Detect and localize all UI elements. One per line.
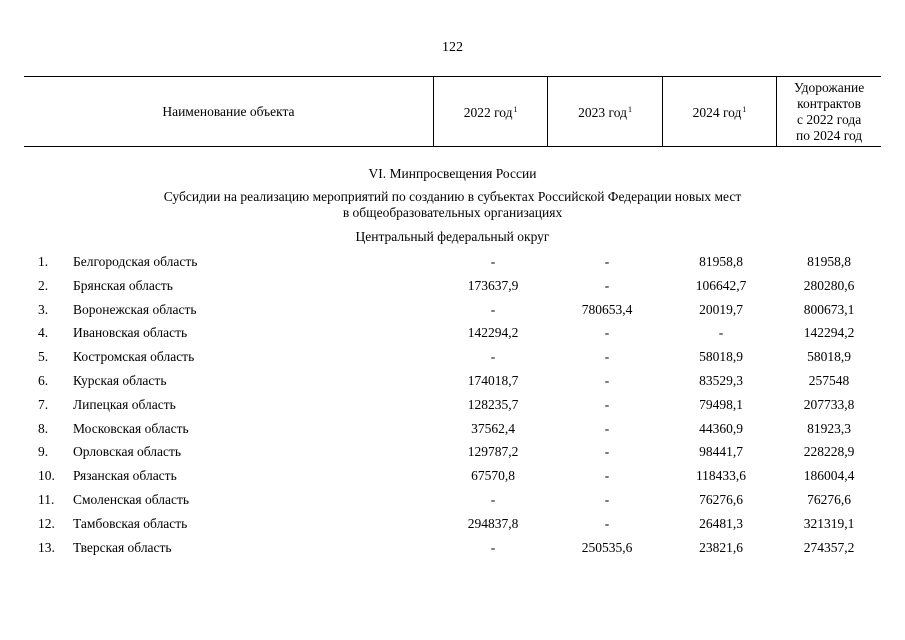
cell-2023: - — [604, 325, 610, 341]
cell-2022: - — [490, 349, 496, 365]
row-region-name: Костромская область — [73, 349, 195, 365]
cell-2022: 37562,4 — [471, 420, 515, 436]
row-region-name: Курская область — [73, 372, 167, 388]
row-number: 6. — [38, 372, 49, 388]
row-number: 2. — [38, 277, 49, 293]
column-header-increase-line: с 2022 года — [797, 111, 862, 127]
column-header-2024 — [662, 77, 776, 147]
column-header-increase-line: контрактов — [797, 95, 862, 111]
column-header-name-label: Наименование объекта — [162, 103, 295, 119]
row-number: 1. — [38, 254, 49, 269]
cell-2022: - — [490, 539, 496, 555]
cell-2024: 20019,7 — [699, 301, 743, 317]
column-header-name — [24, 77, 433, 147]
cell-increase: 257548 — [808, 372, 850, 388]
row-number: 8. — [38, 420, 49, 436]
subsection-title-line: в общеобразовательных организациях — [342, 205, 563, 220]
cell-2024: 44360,9 — [699, 420, 743, 436]
cell-increase: 142294,2 — [803, 325, 855, 341]
cell-2024: 81958,8 — [699, 254, 743, 269]
cell-increase: 207733,8 — [803, 396, 855, 412]
row-region-name: Брянская область — [73, 277, 173, 293]
footnote-mark: 1 — [627, 105, 632, 114]
cell-2022: 128235,7 — [467, 396, 519, 412]
footnote-mark: 1 — [742, 105, 747, 114]
column-header-2024-label: 2024 год — [692, 105, 742, 120]
cell-2022: 67570,8 — [471, 468, 515, 484]
cell-increase: 274357,2 — [803, 539, 855, 555]
row-region-name: Липецкая область — [73, 396, 176, 412]
table-row — [0, 538, 905, 562]
subsection-title-line: Субсидии на реализацию мероприятий по созданию в субъектах Российской Федерации новых мест — [163, 189, 742, 204]
row-number: 10. — [38, 468, 55, 484]
table-row — [0, 347, 905, 371]
row-region-name: Тамбовская область — [73, 515, 188, 531]
row-region-name: Белгородская область — [73, 254, 198, 269]
cell-2024: 26481,3 — [699, 515, 743, 531]
cell-2023: - — [604, 254, 610, 269]
row-region-name: Воронежская область — [73, 301, 197, 317]
row-number: 11. — [38, 491, 55, 507]
table-body — [0, 252, 905, 561]
row-number: 13. — [38, 539, 55, 555]
column-header-increase-line: Удорожание — [793, 79, 865, 95]
row-number: 12. — [38, 515, 55, 531]
column-header-2023-label: 2023 год — [578, 105, 627, 120]
row-number: 5. — [38, 349, 49, 365]
cell-2024: - — [718, 325, 724, 341]
row-number: 9. — [38, 444, 49, 460]
cell-2024: 98441,7 — [699, 444, 743, 460]
row-region-name: Орловская область — [73, 444, 182, 460]
cell-2024: 23821,6 — [699, 539, 743, 555]
row-number: 7. — [38, 396, 49, 412]
cell-increase: 81958,8 — [807, 254, 851, 269]
cell-2023: - — [604, 515, 610, 531]
cell-2022: 174018,7 — [467, 372, 519, 388]
cell-increase: 81923,3 — [807, 420, 851, 436]
cell-increase: 800673,1 — [803, 301, 855, 317]
cell-2022: 294837,8 — [467, 515, 519, 531]
row-region-name: Ивановская область — [73, 325, 188, 341]
cell-increase: 186004,4 — [803, 468, 855, 484]
section-title: VI. Минпросвещения России — [368, 166, 537, 181]
cell-2023: - — [604, 349, 610, 365]
column-header-2022 — [433, 77, 547, 147]
cell-increase: 58018,9 — [807, 349, 851, 365]
cell-2024: 106642,7 — [695, 277, 747, 293]
cell-2022: 142294,2 — [467, 325, 519, 341]
cell-2022: - — [490, 301, 496, 317]
row-region-name: Тверская область — [73, 539, 172, 555]
cell-2024: 76276,6 — [699, 491, 743, 507]
cell-increase: 321319,1 — [803, 515, 855, 531]
cell-2023: - — [604, 372, 610, 388]
table-row — [0, 395, 905, 419]
column-header-increase — [777, 77, 881, 147]
table-row — [0, 490, 905, 514]
row-number: 4. — [38, 325, 49, 341]
table-row — [0, 371, 905, 395]
table-row — [0, 276, 905, 300]
district-title: Центральный федеральный округ — [355, 229, 550, 244]
cell-2024: 58018,9 — [699, 349, 743, 365]
cell-2022: 129787,2 — [467, 444, 519, 460]
cell-2022: - — [490, 254, 496, 269]
cell-2024: 118433,6 — [695, 468, 747, 484]
cell-increase: 228228,9 — [803, 444, 855, 460]
table-header — [24, 76, 881, 147]
cell-2024: 83529,3 — [699, 372, 743, 388]
column-header-2023 — [548, 77, 662, 147]
cell-increase: 280280,6 — [803, 277, 855, 293]
cell-2023: - — [604, 396, 610, 412]
table-row — [0, 323, 905, 347]
row-number: 3. — [38, 301, 49, 317]
column-header-2022-label: 2022 год — [463, 105, 513, 120]
page-number: 122 — [442, 40, 463, 55]
row-region-name: Московская область — [73, 420, 189, 436]
cell-2023: - — [604, 491, 610, 507]
cell-2022: 173637,9 — [467, 277, 519, 293]
cell-2023: 250535,6 — [581, 539, 633, 555]
table-row — [0, 442, 905, 466]
cell-2024: 79498,1 — [699, 396, 743, 412]
table-row — [0, 514, 905, 538]
table-row — [0, 466, 905, 490]
cell-increase: 76276,6 — [807, 491, 851, 507]
cell-2023: - — [604, 420, 610, 436]
cell-2023: - — [604, 277, 610, 293]
row-region-name: Смоленская область — [73, 491, 190, 507]
row-region-name: Рязанская область — [73, 468, 177, 484]
table-row — [0, 419, 905, 443]
cell-2023: - — [604, 444, 610, 460]
column-header-increase-line: по 2024 год — [796, 127, 863, 143]
cell-2023: 780653,4 — [581, 301, 633, 317]
table-row — [0, 300, 905, 324]
table-row — [0, 252, 905, 276]
cell-2022: - — [490, 491, 496, 507]
cell-2023: - — [604, 468, 610, 484]
footnote-mark: 1 — [513, 105, 518, 114]
